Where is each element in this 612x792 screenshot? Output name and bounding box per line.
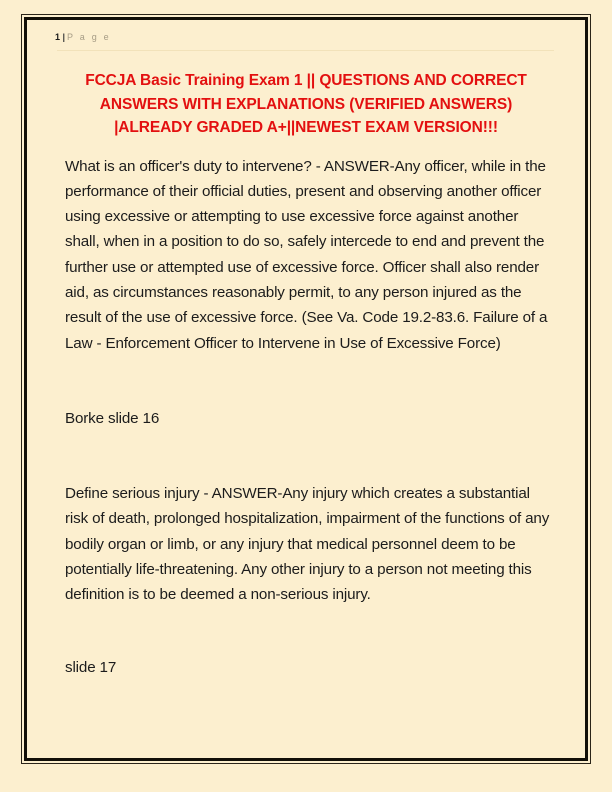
page-indicator (55, 30, 557, 44)
qa-block-define-serious-injury: Define serious injury - ANSWER-Any injury which creates a substantial risk of death, prolonged hospitalization, impairment of the functions of any bodily organ or limb, or any injury that medical personnel deem to be potentially life-threatening. Any other injury to a person not meeting this definition is to be deemed a non-serious injury. (65, 485, 550, 604)
header-page-word: P a g e (67, 32, 111, 42)
qa-block-duty-to-intervene: What is an officer's duty to intervene? - ANSWER-Any officer, while in the performance of their official duties, present and observing another officer using excessive or attempting to use excessive force against another shall, when in a position to do so, safely intercede to end and prevent the further use or attempted use of excessive force. Officer shall also render aid, as circumstances reasonably permit, to any person injured as the result of the use of excessive force. (See Va. Code 19.2-83.6. Failure of a Law - Enforcement Officer to Intervene in Use of Excessive Force) (65, 157, 548, 352)
header-separator: | (62, 32, 66, 42)
block-spacer (65, 608, 555, 655)
source-line-slide-17: slide 17 (65, 658, 117, 676)
page-content (55, 30, 557, 748)
document-body (55, 154, 557, 680)
source-line-borke-slide-16: Borke slide 16 (65, 409, 160, 427)
header-page-number: 1 (55, 32, 61, 42)
header-rule (57, 50, 554, 51)
block-spacer (65, 356, 555, 406)
running-header (55, 30, 557, 52)
block-spacer (65, 431, 555, 481)
page-title: FCCJA Basic Training Exam 1 || QUESTIONS AND CORRECT ANSWERS WITH EXPLANATIONS (VERIFIED ANSWERS) |ALREADY GRADED A+||NEWEST EXAM VERSION!!! (85, 72, 527, 136)
